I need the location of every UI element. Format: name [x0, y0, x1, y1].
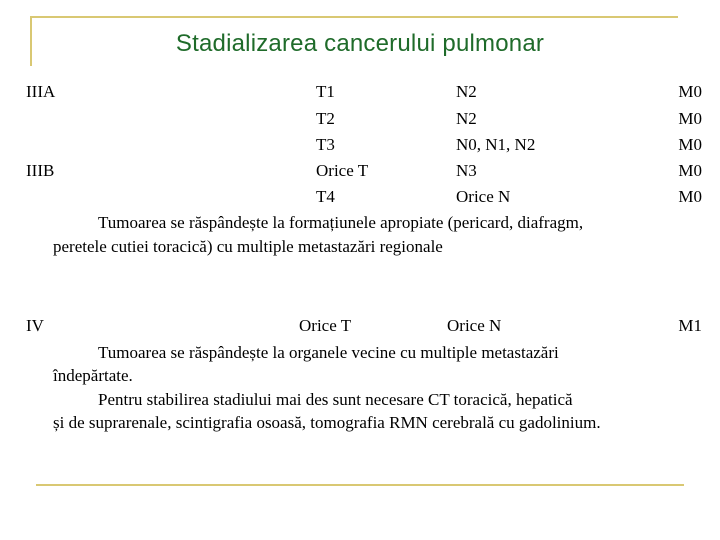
m-value: M0	[678, 109, 702, 128]
m-value: M1	[678, 316, 702, 335]
staging-note-line: și de suprarenale, scintigrafia osoasă, tomografia RMN cerebrală cu gadolinium.	[53, 413, 601, 432]
m-value: M0	[678, 135, 702, 154]
n-value: N3	[456, 161, 477, 180]
stage-iiib-description-line: Tumoarea se răspândește la formațiunele apropiate (pericard, diafragm,	[98, 213, 584, 232]
t-value: Orice T	[316, 161, 369, 180]
n-value: N2	[456, 109, 477, 128]
t-value: T1	[316, 82, 335, 101]
n-value: N0, N1, N2	[456, 135, 536, 154]
n-value: Orice N	[456, 187, 511, 206]
stage-iv-description-line: Tumoarea se răspândește la organele vecine cu multiple metastazări	[98, 343, 559, 362]
n-value: Orice N	[447, 316, 502, 335]
m-value: M0	[678, 161, 702, 180]
t-value: T4	[316, 187, 335, 206]
t-value: Orice T	[299, 316, 352, 335]
m-value: M0	[678, 187, 702, 206]
stage-iv-description-line: îndepărtate.	[53, 366, 133, 385]
page-title: Stadializarea cancerului pulmonar	[175, 30, 545, 57]
stage-label-iiib: IIIB	[26, 161, 55, 180]
t-value: T2	[316, 109, 335, 128]
t-value: T3	[316, 135, 335, 154]
staging-note-line: Pentru stabilirea stadiului mai des sunt necesare CT toracică, hepatică	[98, 390, 573, 409]
stage-label-iv: IV	[26, 316, 44, 335]
title-frame-top-rule	[30, 16, 678, 18]
m-value: M0	[678, 82, 702, 101]
stage-label-iiia: IIIA	[26, 82, 56, 101]
n-value: N2	[456, 82, 477, 101]
bottom-rule	[36, 484, 684, 486]
stage-iiib-description-line: peretele cutiei toracică) cu multiple metastazări regionale	[53, 237, 443, 256]
